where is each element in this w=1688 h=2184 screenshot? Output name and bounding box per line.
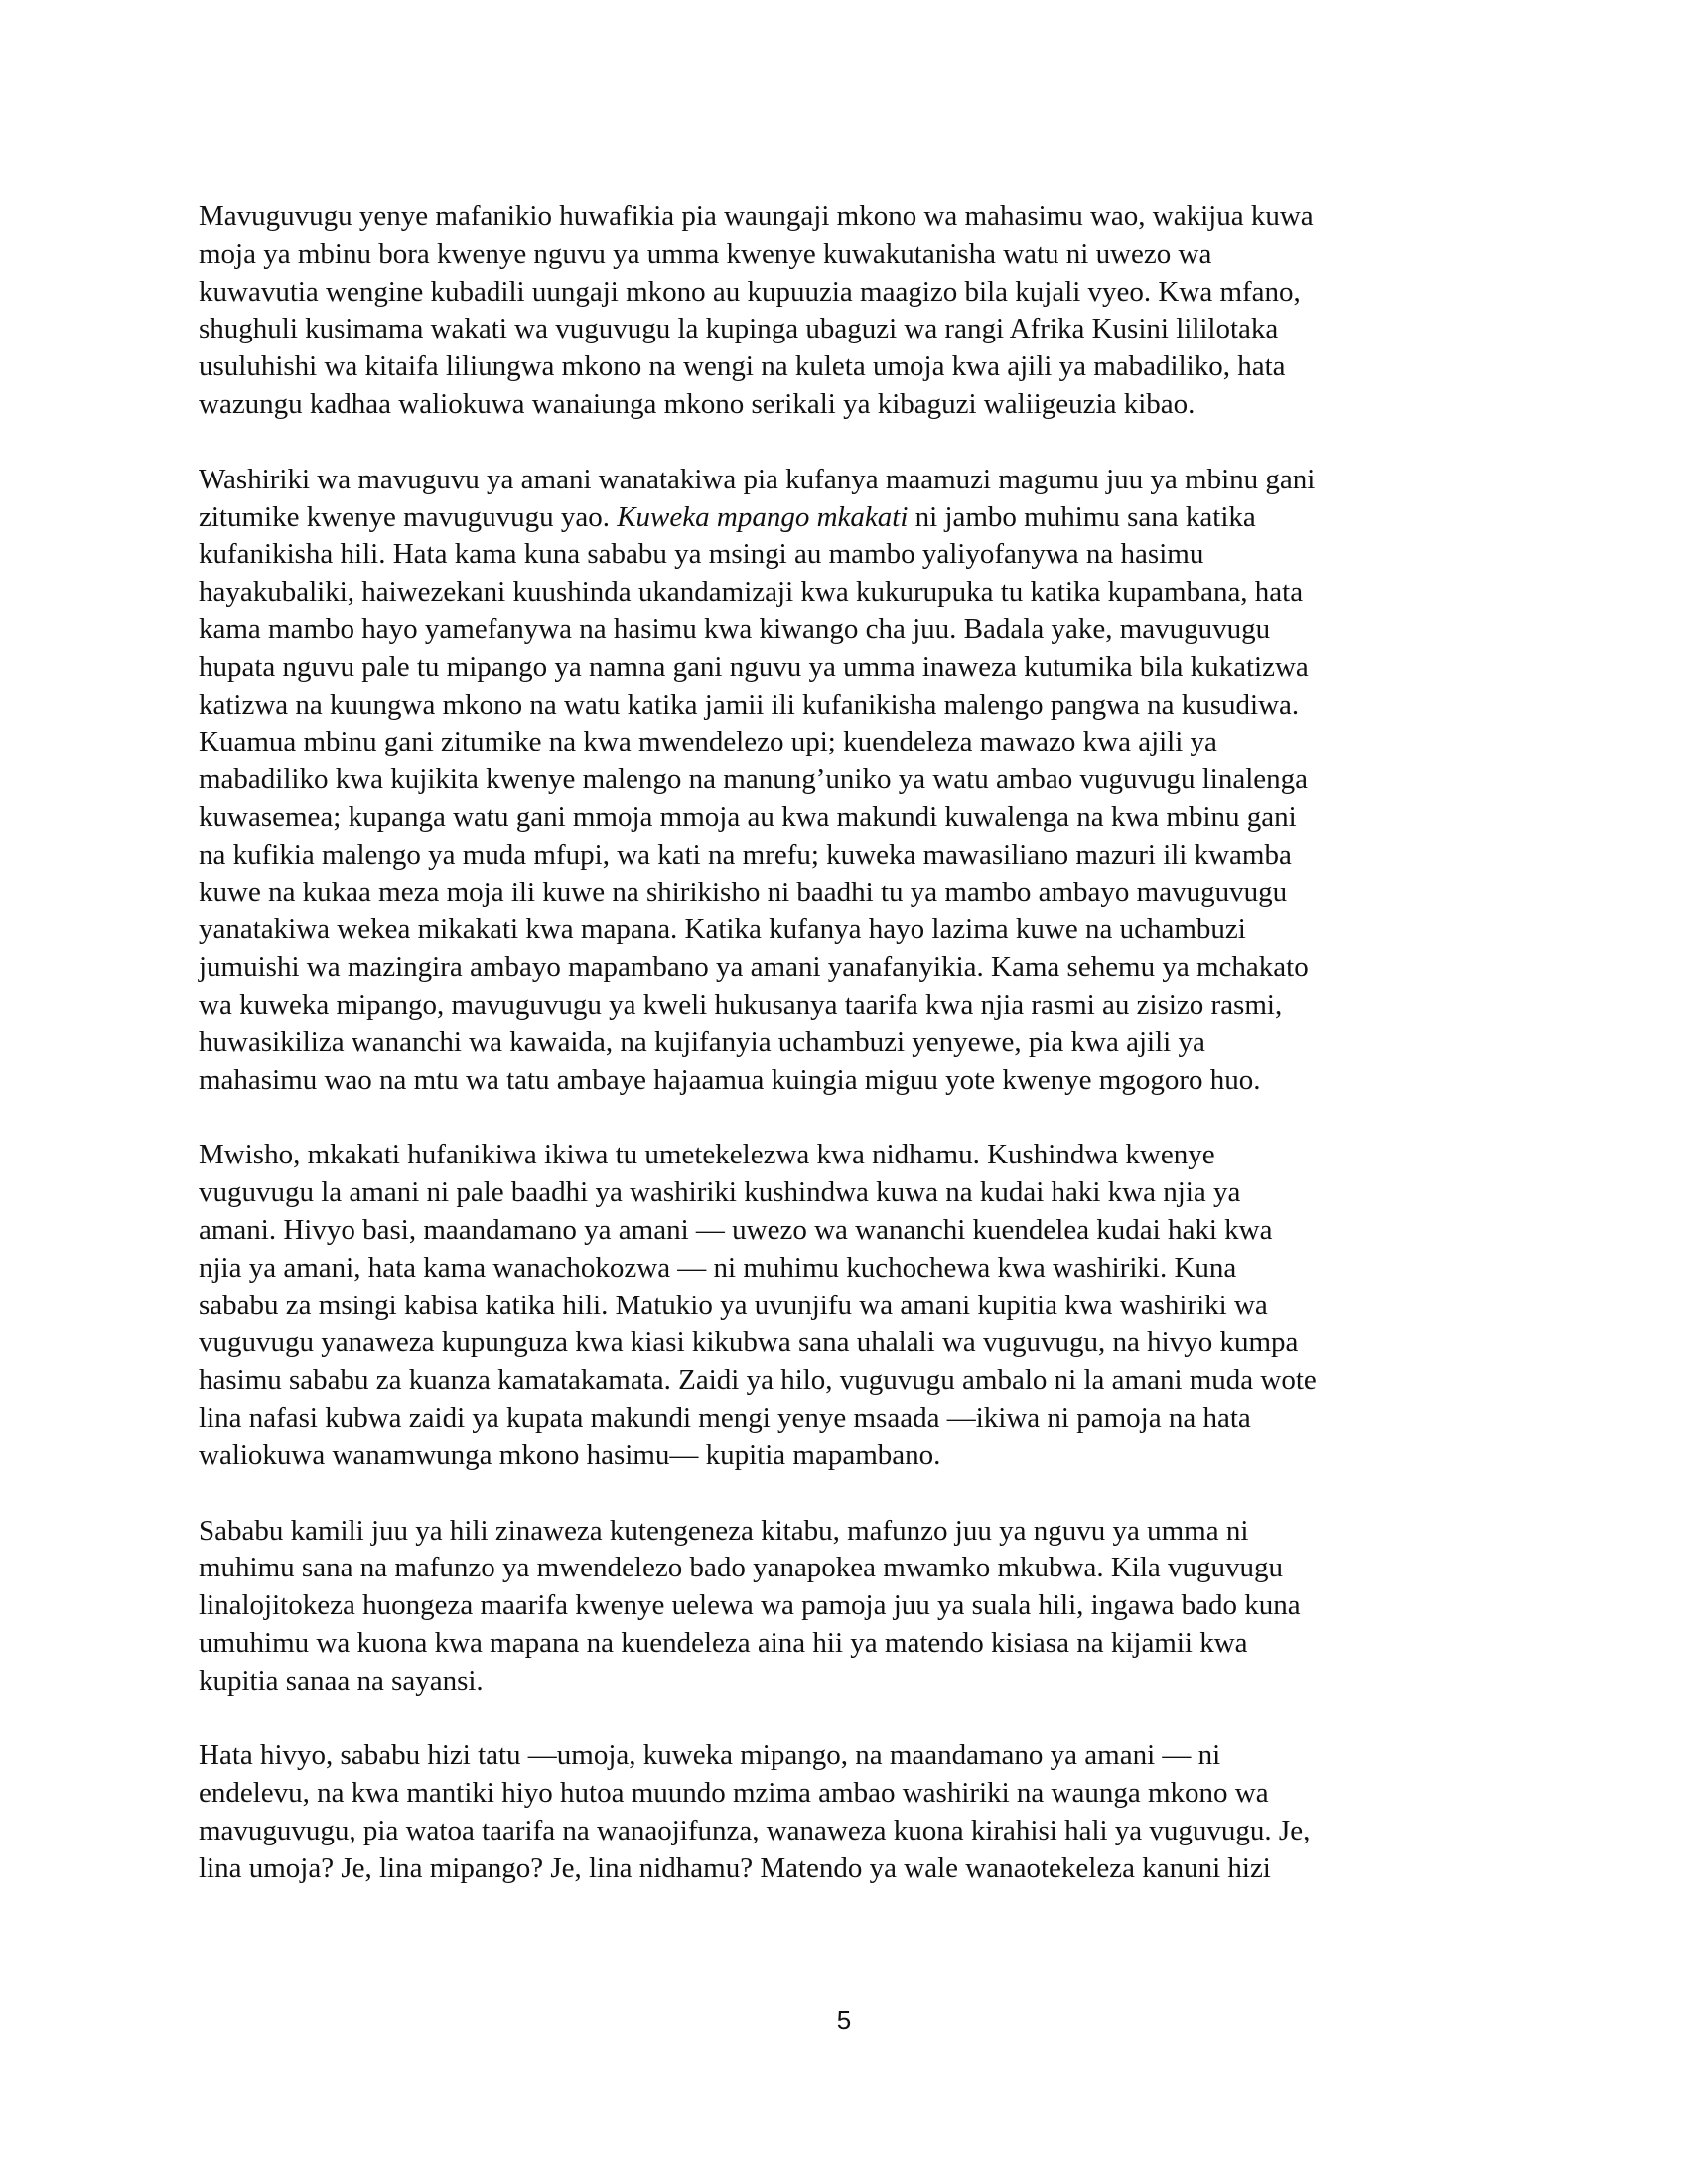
text-line: yanatakiwa wekea mikakati kwa mapana. Katika kufanya hayo lazima kuwe na uchambuzi [199, 913, 1246, 946]
text-line: wa kuweka mipango, mavuguvugu ya kweli hukusanya taarifa kwa njia rasmi au zisizo rasmi, [199, 988, 1283, 1021]
text-line: Sababu kamili juu ya hili zinaweza kutengeneza kitabu, mafunzo juu ya nguvu ya umma ni [199, 1514, 1249, 1547]
text-line: shughuli kusimama wakati wa vuguvugu la kupinga ubaguzi wa rangi Afrika Kusini lililotaka [199, 313, 1279, 345]
text-line: lina umoja? Je, lina mipango? Je, lina nidhamu? Matendo ya wale wanaotekeleza kanuni hizi [199, 1851, 1271, 1884]
text-segment: ni jambo muhimu sana katika [914, 500, 1256, 533]
text-line: endelevu, na kwa mantiki hiyo hutoa muundo mzima ambao washiriki na waunga mkono wa [199, 1777, 1269, 1810]
paragraph-4 [199, 1513, 1494, 1701]
paragraph-1 [199, 199, 1494, 424]
text-line: Mavuguvugu yenye mafanikio huwafikia pia waungaji mkono wa mahasimu wao, wakijua kuwa [199, 201, 1314, 232]
text-line: sababu za msingi kabisa katika hili. Matukio ya uvunjifu wa amani kupitia kwa washiriki wa [199, 1289, 1268, 1321]
text-line: hupata nguvu pale tu mipango ya namna gani nguvu ya umma inaweza kutumika bila kukatizwa [199, 650, 1309, 683]
text-line: waliokuwa wanamwunga mkono hasimu— kupitia mapambano. [199, 1438, 941, 1471]
page-number: 5 [836, 2005, 852, 2035]
text-line: njia ya amani, hata kama wanachokozwa — ni muhimu kuchochewa kwa washiriki. Kuna [199, 1251, 1237, 1284]
text-line: na kufikia malengo ya muda mfupi, wa kati na mrefu; kuweka mawasiliano mazuri ili kwamba [199, 838, 1292, 871]
paragraph-3 [199, 1137, 1494, 1474]
text-line: hasimu sababu za kuanza kamatakamata. Zaidi ya hilo, vuguvugu ambalo ni la amani muda wote [199, 1364, 1317, 1397]
text-line: mavuguvugu, pia watoa taarifa na wanaojifunza, wanaweza kuona kirahisi hali ya vuguvugu. Je, [199, 1815, 1311, 1847]
text-line: Hata hivyo, sababu hizi tatu —umoja, kuweka mipango, na maandamano ya amani — ni [199, 1739, 1221, 1772]
text-line: kama mambo hayo yamefanywa na hasimu kwa kiwango cha juu. Badala yake, mavuguvugu [199, 613, 1271, 645]
text-line: kufanikisha hili. Hata kama kuna sababu ya msingi au mambo yaliyofanywa na hasimu [199, 538, 1204, 571]
text-line: kupitia sanaa na sayansi. [199, 1664, 484, 1697]
text-line: Kuamua mbinu gani zitumike na kwa mwendelezo upi; kuendeleza mawazo kwa ajili ya [199, 726, 1217, 758]
text-line: kuwe na kukaa meza moja ili kuwe na shirikisho ni baadhi tu ya mambo ambayo mavuguvugu [199, 876, 1288, 908]
text-line: jumuishi wa mazingira ambayo mapambano ya amani yanafanyikia. Kama sehemu ya mchakato [199, 951, 1309, 984]
text-segment: zitumike kwenye mavuguvugu yao. [199, 500, 610, 533]
text-line: mahasimu wao na mtu wa tatu ambaye hajaamua kuingia miguu yote kwenye mgogoro huo. [199, 1063, 1261, 1096]
text-line: umuhimu wa kuona kwa mapana na kuendeleza aina hii ya matendo kisiasa na kijamii kwa [199, 1626, 1248, 1659]
text-line: vuguvugu la amani ni pale baadhi ya washiriki kushindwa kuwa na kudai haki kwa njia ya [199, 1176, 1241, 1209]
text-line: moja ya mbinu bora kwenye nguvu ya umma kwenye kuwakutanisha watu ni uwezo wa [199, 237, 1212, 270]
text-line: linalojitokeza huongeza maarifa kwenye uelewa wa pamoja juu ya suala hili, ingawa bado kuna [199, 1589, 1301, 1622]
paragraph-5 [199, 1737, 1494, 1887]
text-line: kuwasemea; kupanga watu gani mmoja mmoja au kwa makundi kuwalenga na kwa mbinu gani [199, 800, 1297, 833]
document-body [199, 199, 1494, 1926]
text-line: mabadiliko kwa kujikita kwenye malengo na manung’uniko ya watu ambao vuguvugu linalenga [199, 763, 1309, 796]
text-line-with-emphasis [199, 499, 1494, 537]
text-line: vuguvugu yanaweza kupunguza kwa kiasi kikubwa sana uhalali wa vuguvugu, na hivyo kumpa [199, 1326, 1299, 1359]
text-line: Washiriki wa mavuguvu ya amani wanatakiwa pia kufanya maamuzi magumu juu ya mbinu gani [199, 463, 1316, 495]
text-line: Mwisho, mkakati hufanikiwa ikiwa tu umetekelezwa kwa nidhamu. Kushindwa kwenye [199, 1139, 1215, 1171]
text-line: muhimu sana na mafunzo ya mwendelezo bado yanapokea mwamko mkubwa. Kila vuguvugu [199, 1552, 1284, 1584]
text-line: usuluhishi wa kitaifa liliungwa mkono na wengi na kuleta umoja kwa ajili ya mabadiliko, hata [199, 350, 1286, 383]
text-line: lina nafasi kubwa zaidi ya kupata makundi mengi yenye msaada —ikiwa ni pamoja na hata [199, 1401, 1251, 1433]
text-line: huwasikiliza wananchi wa kawaida, na kujifanyia uchambuzi yenyewe, pia kwa ajili ya [199, 1025, 1205, 1058]
text-line: katizwa na kuungwa mkono na watu katika jamii ili kufanikisha malengo pangwa na kusudiwa. [199, 688, 1300, 721]
text-line: amani. Hivyo basi, maandamano ya amani — uwezo wa wananchi kuendelea kudai haki kwa [199, 1213, 1273, 1246]
text-line: kuwavutia wengine kubadili uungaji mkono au kupuuzia maagizo bila kujali vyeo. Kwa mfano, [199, 275, 1301, 308]
paragraph-2 [199, 462, 1494, 1100]
text-line: hayakubaliki, haiwezekani kuushinda ukandamizaji kwa kukurupuka tu katika kupambana, hata [199, 576, 1304, 609]
emphasized-phrase: Kuweka mpango mkakati [617, 500, 909, 533]
text-line: wazungu kadhaa waliokuwa wanaiunga mkono serikali ya kibaguzi waliigeuzia kibao. [199, 387, 1196, 420]
